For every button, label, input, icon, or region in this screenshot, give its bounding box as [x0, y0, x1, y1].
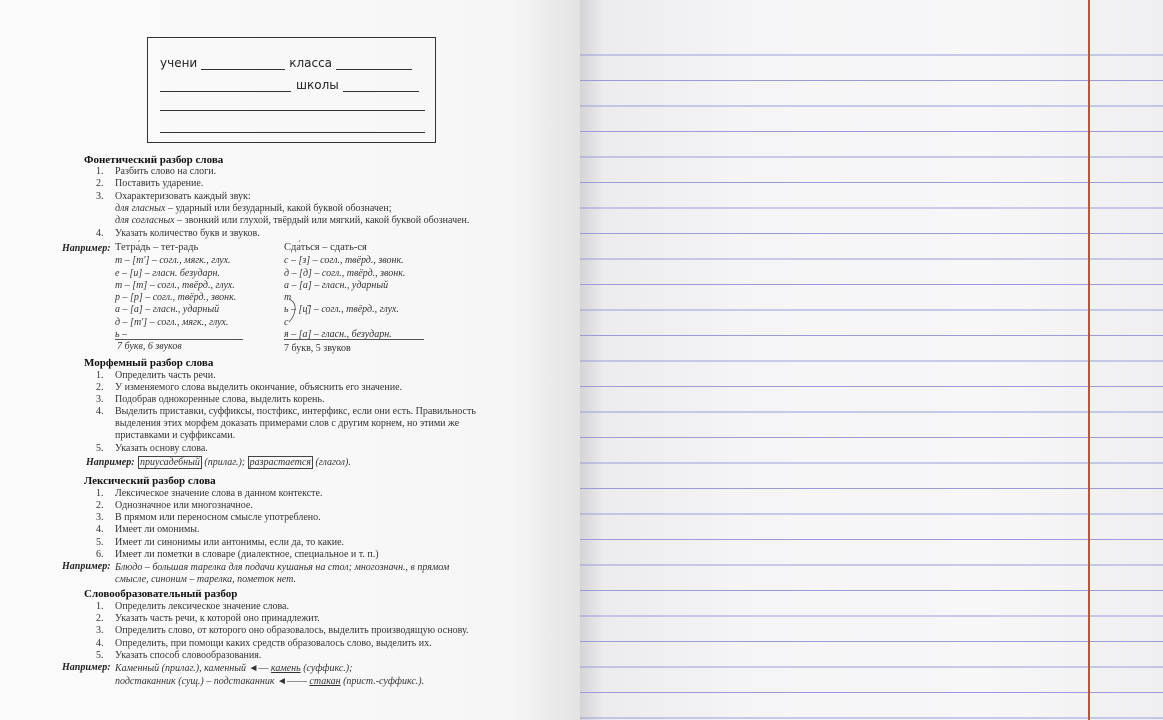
- sound-row: е – [и] – гласн. безударн.: [115, 267, 220, 279]
- list-item: 5. Указать основу слова.: [96, 443, 208, 454]
- list-item: 2. Однозначное или многозначное.: [96, 500, 253, 511]
- list-item: 3. Охарактеризовать каждый звук:: [96, 191, 251, 202]
- lexical-example: Блюдо – большая тарелка для подачи кушанья на стол; многозначн., в прямом: [115, 562, 450, 573]
- list-item-continued: выделения этих морфем доказать примерами слов с другим корнем, но этими же: [115, 418, 460, 429]
- school-label: школы: [296, 78, 339, 92]
- sound-row: ь –: [115, 329, 128, 341]
- sound-row: т – [т'] – согл., мягк., глух.: [115, 255, 231, 267]
- list-item: 4. Определить, при помощи каких средств образовалось слово, выделить их.: [96, 638, 432, 649]
- total-rule: [284, 339, 424, 340]
- lexical-example: смысле, синоним – тарелка, пометок нет.: [115, 574, 296, 585]
- list-item: 4. Выделить приставки, суффиксы, постфикс, интерфикс, если они есть. Правильность: [96, 406, 476, 417]
- morphemic-title: Морфемный разбор слова: [84, 357, 214, 369]
- sound-row: т – [т] – согл., твёрд., глух.: [115, 279, 235, 291]
- list-item: 5. Указать способ словообразования.: [96, 650, 262, 661]
- list-item: 5. Имеет ли синонимы или антонимы, если да, то какие.: [96, 537, 345, 548]
- example-column-1: [115, 242, 236, 341]
- list-item: 3. Подобрав однокоренные слова, выделить корень.: [96, 394, 325, 405]
- sound-row: я – [а] – гласн., безударн.: [284, 329, 392, 341]
- list-item-continued: приставками и суффиксами.: [115, 430, 236, 441]
- student-label: учени: [160, 56, 198, 70]
- sound-row: д – [д] – согл., твёрд., звонк.: [284, 267, 406, 279]
- list-item: 2. Указать часть речи, к которой оно принадлежит.: [96, 613, 320, 624]
- parsed-word: разрастается: [249, 457, 311, 468]
- sound-row: с: [284, 316, 289, 328]
- phonetic-example-label: Например:: [62, 243, 111, 254]
- arrow-left-icon: ◄—: [246, 663, 271, 674]
- list-item: 1. Определить лексическое значение слова.: [96, 601, 289, 612]
- example-total: 7 букв, 6 звуков: [117, 341, 182, 352]
- morphemic-example: приусадебный (прилаг.); разрастается (глагол).: [140, 457, 351, 468]
- total-rule: [115, 339, 243, 340]
- bracket-icon: [287, 297, 299, 325]
- margin-line: [1088, 0, 1090, 720]
- list-item: 2. У изменяемого слова выделить окончание, объяснить его значение.: [96, 382, 403, 393]
- list-item: 4. Указать количество букв и звуков.: [96, 228, 260, 239]
- list-item: 3. Определить слово, от которого оно образовалось, выделить производящую основу.: [96, 625, 469, 636]
- right-page[interactable]: [580, 0, 1163, 720]
- example-total: 7 букв, 5 звуков: [284, 343, 351, 354]
- ruled-lines: [580, 30, 1163, 720]
- morphemic-example-label: Например:: [86, 457, 135, 468]
- sound-row: а – [а] – гласн., ударный: [284, 279, 389, 291]
- lexical-example-label: Например:: [62, 561, 111, 572]
- derivational-example-label: Например:: [62, 662, 111, 673]
- derivational-example-2: подстаканник (сущ.) – подстаканник ◄—— стакан (прист.-суффикс.).: [115, 676, 425, 687]
- example-word: Тетра́дь – тет-радь: [115, 242, 199, 253]
- derivational-example-1: Каменный (прилаг.), каменный ◄— камень (суффикс.);: [115, 663, 353, 674]
- consonants-line: для согласных – звонкий или глухой, твёрдый или мягкий, какой буквой обозначен.: [115, 215, 470, 226]
- list-item: 4. Имеет ли омонимы.: [96, 524, 200, 535]
- example-word: Сда́ться – сдать-ся: [284, 242, 367, 253]
- sound-row: а – [а] – гласн., ударный: [115, 304, 220, 316]
- example-column-2: [284, 242, 405, 341]
- phonetic-title: Фонетический разбор слова: [84, 154, 224, 166]
- list-item: 1. Разбить слово на слоги.: [96, 166, 217, 177]
- parsed-word: приусадебный: [140, 457, 200, 468]
- list-item: 6. Имеет ли пометки в словаре (диалектное, специальное и т. п.): [96, 549, 379, 560]
- left-page: [0, 0, 580, 720]
- derivational-title: Словообразовательный разбор: [84, 588, 238, 600]
- list-item: 1. Определить часть речи.: [96, 370, 216, 381]
- lexical-title: Лексический разбор слова: [84, 475, 216, 487]
- arrow-left-icon: ◄——: [274, 676, 310, 687]
- class-label: класса: [289, 56, 333, 70]
- vowels-line: для гласных – ударный или безударный, какой буквой обозначен;: [115, 203, 392, 214]
- reference-content: [0, 0, 580, 720]
- list-item: 3. В прямом или переносном смысле употреблено.: [96, 512, 321, 523]
- sound-row: д – [т'] – согл., мягк., глух.: [115, 316, 229, 328]
- list-item: 1. Лексическое значение слова в данном контексте.: [96, 488, 323, 499]
- sound-row: т: [284, 292, 292, 304]
- sound-row: ь – [ц̄] – согл., твёрд., глух.: [284, 304, 399, 316]
- sound-row: р – [р] – согл., твёрд., звонк.: [115, 292, 237, 304]
- sound-row: с – [з] – согл., твёрд., звонк.: [284, 255, 404, 267]
- list-item: 2. Поставить ударение.: [96, 178, 204, 189]
